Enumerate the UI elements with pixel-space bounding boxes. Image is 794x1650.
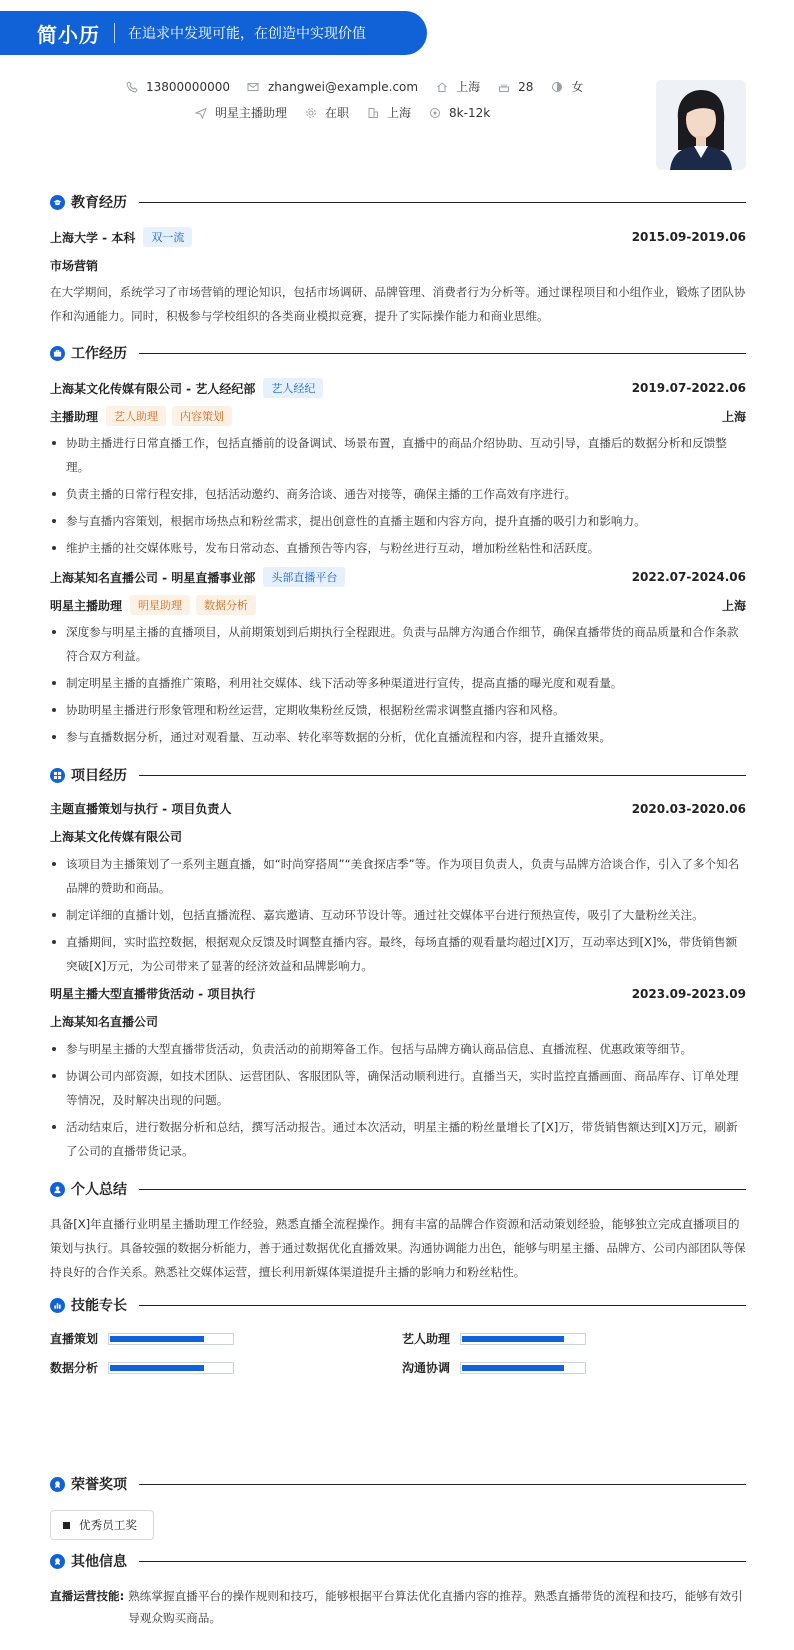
section-title: 荣誉奖项	[71, 1477, 127, 1493]
skill-fill	[110, 1365, 204, 1371]
company-tag: 头部直播平台	[263, 567, 345, 587]
age-item	[497, 80, 533, 94]
gender-text: 女	[571, 80, 584, 94]
position-text: 明星主播助理	[215, 106, 288, 120]
skill-name: 直播策划	[50, 1332, 99, 1346]
skill-bar	[108, 1362, 234, 1374]
skill-bar	[108, 1333, 234, 1345]
job-bullets	[50, 620, 746, 752]
skill-name: 数据分析	[50, 1361, 99, 1375]
project-header-row	[50, 985, 746, 1002]
project-org: 上海某知名直播公司	[50, 1015, 159, 1029]
section-divider	[139, 1189, 746, 1190]
skill-item	[402, 1359, 586, 1376]
summary-text: 具备[X]年直播行业明星主播助理工作经验，熟悉直播全流程操作。拥有丰富的品牌合作资源和活动策划经验，能够独立完成直播项目的策划与执行。具备较强的数据分析能力，善于通过数据优化直播效果。沟通协调能力出色，能够与明星主播、品牌方、公司内部团队等保持良好的合作关系。熟悉社交媒体运营，擅长利用新媒体渠道提升主播的影响力和粉丝粘性。	[50, 1217, 746, 1279]
project-date: 2020.03-2020.06	[631, 801, 746, 816]
job-city: 上海	[721, 409, 746, 424]
gender-icon	[550, 80, 563, 93]
summary-section-header	[50, 1179, 746, 1199]
role-tag: 明星助理	[130, 595, 190, 615]
skill-bar	[460, 1362, 586, 1374]
status-text: 在职	[325, 106, 350, 120]
list-item: 协调公司内部资源，如技术团队、运营团队、客服团队等，确保活动顺利进行。直播当天，实时监控直播画面、商品库存、订单处理等情况，及时解决出现的问题。	[50, 1064, 746, 1112]
section-divider	[139, 353, 746, 354]
role-tag: 内容策划	[172, 406, 232, 426]
gender-item	[550, 78, 583, 95]
section-divider	[139, 775, 746, 776]
school-tag: 双一流	[143, 227, 192, 247]
project-bullets	[50, 852, 746, 981]
square-bullet-icon	[63, 1522, 70, 1529]
status-item	[304, 104, 349, 121]
email-item	[247, 80, 418, 94]
job-header-row	[50, 378, 746, 398]
job-role: 主播助理	[50, 409, 99, 424]
other-info-row	[50, 1585, 746, 1629]
section-divider	[139, 202, 746, 203]
list-item: 深度参与明星主播的直播项目，从前期策划到后期执行全程跟进。负责与品牌方沟通合作细节，确保直播带货的商品质量和合作条款符合双方利益。	[50, 620, 746, 668]
cake-icon	[497, 80, 510, 93]
list-item: 参与明星主播的大型直播带货活动，负责活动的前期筹备工作。包括与品牌方确认商品信息、直播流程、优惠政策等细节。	[50, 1037, 746, 1061]
resume-slogan: 在追求中发现可能，在创造中实现价值	[128, 26, 366, 42]
phone-item	[125, 80, 230, 94]
job-city: 上海	[721, 598, 746, 613]
project-bullets	[50, 1037, 746, 1166]
skill-item	[402, 1330, 586, 1347]
profile-photo	[656, 80, 746, 170]
target-city-item	[366, 104, 411, 121]
award-icon	[50, 1554, 65, 1569]
skill-name: 艺人助理	[402, 1332, 451, 1346]
list-item: 活动结束后，进行数据分析和总结，撰写活动报告。通过本次活动，明星主播的粉丝量增长了[X]万，带货销售额达到[X]万元，刷新了公司的直播带货记录。	[50, 1115, 746, 1163]
job-role-row	[50, 406, 746, 426]
list-item: 负责主播的日常行程安排，包括活动邀约、商务洽谈、通告对接等，确保主播的工作高效有序进行。	[50, 482, 746, 506]
bar-chart-icon	[50, 1298, 65, 1313]
email-text: zhangwei@example.com	[267, 79, 419, 94]
age-text: 28	[518, 79, 534, 94]
skill-item	[50, 1330, 234, 1347]
skill-name: 沟通协调	[402, 1361, 451, 1375]
project-name: 主题直播策划与执行 - 项目负责人	[50, 802, 232, 816]
position-item	[194, 104, 287, 121]
list-item: 制定明星主播的直播推广策略，利用社交媒体、线下活动等多种渠道进行宣传，提高直播的曝光度和观看量。	[50, 671, 746, 695]
section-title: 技能专长	[71, 1298, 127, 1314]
target-city-text: 上海	[387, 106, 412, 120]
project-name: 明星主播大型直播带货活动 - 项目执行	[50, 987, 256, 1001]
section-title: 项目经历	[71, 768, 127, 784]
building-icon	[366, 106, 379, 119]
role-tag: 数据分析	[196, 595, 256, 615]
award-badge	[50, 1510, 154, 1540]
list-item: 该项目为主播策划了一系列主题直播，如“时尚穿搭周”“美食探店季”等。作为项目负责人，负责与品牌方洽谈合作，引入了多个知名品牌的赞助和商品。	[50, 852, 746, 900]
job-header-row	[50, 567, 746, 587]
salary-item	[428, 106, 490, 120]
email-icon	[247, 80, 260, 93]
section-divider	[139, 1484, 746, 1485]
award-name: 优秀员工奖	[79, 1518, 137, 1532]
project-section-header	[50, 765, 746, 785]
education-header-row	[50, 227, 746, 247]
company-name: 上海某文化传媒有限公司 - 艺人经纪部	[50, 381, 256, 396]
project-date: 2023.09-2023.09	[631, 986, 746, 1001]
skill-bar	[460, 1333, 586, 1345]
list-item: 制定详细的直播计划，包括直播流程、嘉宾邀请、互动环节设计等。通过社交媒体平台进行预热宣传，吸引了大量粉丝关注。	[50, 903, 746, 927]
city-item	[435, 78, 480, 95]
skill-fill	[462, 1365, 564, 1371]
other-section-header	[50, 1551, 746, 1571]
send-icon	[194, 106, 207, 119]
section-title: 其他信息	[71, 1554, 127, 1570]
other-label: 直播运营技能:	[50, 1589, 125, 1603]
school-name: 上海大学 - 本科	[50, 230, 136, 245]
project-org-row	[50, 1013, 746, 1030]
resume-name: 简小历	[37, 22, 100, 47]
other-text: 熟练掌握直播平台的操作规则和技巧，能够根据平台算法优化直播内容的推荐。熟悉直播带货的流程和技巧，能够有效引导观众购买商品。	[128, 1589, 743, 1625]
coin-icon	[428, 106, 441, 119]
contact-row-2	[194, 104, 507, 121]
phone-icon	[125, 80, 138, 93]
award-icon	[50, 1477, 65, 1492]
skill-fill	[110, 1336, 204, 1342]
header-banner	[0, 11, 427, 55]
company-tag: 艺人经纪	[263, 378, 323, 398]
major-row	[50, 257, 746, 274]
list-item: 协助明星主播进行形象管理和粉丝运营，定期收集粉丝反馈，根据粉丝需求调整直播内容和风格。	[50, 698, 746, 722]
list-item: 参与直播内容策划，根据市场热点和粉丝需求，提出创意性的直播主题和内容方向，提升直播的吸引力和影响力。	[50, 509, 746, 533]
section-divider	[139, 1561, 746, 1562]
education-description: 在大学期间，系统学习了市场营销的理论知识，包括市场调研、品牌管理、消费者行为分析等。通过课程项目和小组作业，锻炼了团队协作和沟通能力。同时，积极参与学校组织的各类商业模拟竞赛，提升了实际操作能力和商业思维。	[50, 285, 746, 323]
section-divider	[139, 1305, 746, 1306]
list-item: 协助主播进行日常直播工作，包括直播前的设备调试、场景布置，直播中的商品介绍协助、互动引导，直播后的数据分析和反馈整理。	[50, 431, 746, 479]
job-date: 2019.07-2022.06	[631, 381, 746, 395]
project-org: 上海某文化传媒有限公司	[50, 830, 183, 844]
section-title: 教育经历	[71, 195, 127, 211]
city-text: 上海	[456, 80, 481, 94]
phone-text: 13800000000	[146, 79, 230, 94]
job-role: 明星主播助理	[50, 598, 123, 613]
section-title: 工作经历	[71, 346, 127, 362]
banner-divider	[114, 23, 115, 43]
job-bullets	[50, 431, 746, 563]
graduation-cap-icon	[50, 195, 65, 210]
user-icon	[50, 1182, 65, 1197]
skills-section-header	[50, 1295, 746, 1315]
skill-item	[50, 1359, 234, 1376]
briefcase-icon	[50, 346, 65, 361]
company-name: 上海某知名直播公司 - 明星直播事业部	[50, 570, 256, 585]
major-name: 市场营销	[50, 259, 99, 273]
salary-text: 8k-12k	[449, 105, 491, 120]
contact-row-1	[125, 78, 600, 95]
project-header-row	[50, 800, 746, 817]
role-tag: 艺人助理	[106, 406, 166, 426]
skill-fill	[462, 1336, 564, 1342]
job-role-row	[50, 595, 746, 615]
education-date: 2015.09-2019.06	[631, 230, 746, 244]
list-item: 维护主播的社交媒体账号，发布日常动态、直播预告等内容，与粉丝进行互动，增加粉丝粘性和活跃度。	[50, 536, 746, 560]
grid-icon	[50, 768, 65, 783]
project-org-row	[50, 828, 746, 845]
list-item: 参与直播数据分析，通过对观看量、互动率、转化率等数据的分析，优化直播流程和内容，提升直播效果。	[50, 725, 746, 749]
work-section-header	[50, 343, 746, 363]
gear-icon	[304, 106, 317, 119]
education-section-header	[50, 192, 746, 212]
job-date: 2022.07-2024.06	[631, 570, 746, 584]
awards-section-header	[50, 1474, 746, 1494]
section-title: 个人总结	[71, 1182, 127, 1198]
home-icon	[435, 80, 448, 93]
list-item: 直播期间，实时监控数据，根据观众反馈及时调整直播内容。最终，每场直播的观看量均超过[X]万，互动率达到[X]%，带货销售额突破[X]万元，为公司带来了显著的经济效益和品牌影响力。	[50, 930, 746, 978]
